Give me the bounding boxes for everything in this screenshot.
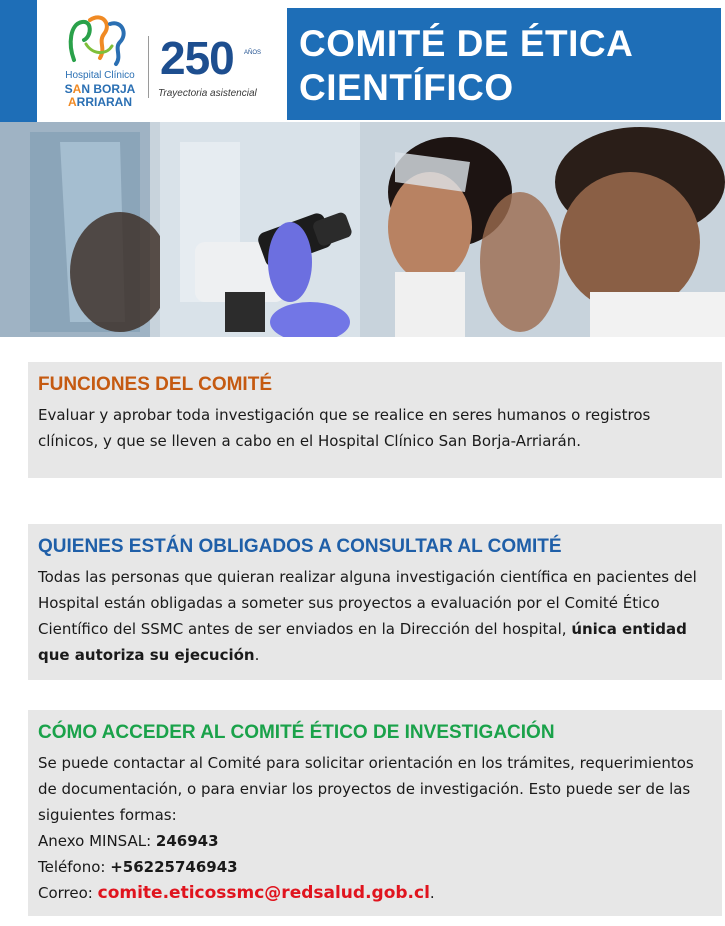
anexo-line: Anexo MINSAL: 246943 xyxy=(38,832,219,850)
lab-photo-illustration xyxy=(0,122,725,337)
email-link[interactable]: comite.eticossmc@redsalud.gob.cl xyxy=(97,883,430,903)
title-panel xyxy=(287,8,721,120)
anniversary-logo xyxy=(158,34,268,104)
header-accent-bar xyxy=(0,0,37,122)
anniversary-tagline: Trayectoria asistencial xyxy=(158,88,257,99)
obligados-heading: QUIENES ESTÁN OBLIGADOS A CONSULTAR AL COMITÉ xyxy=(38,536,562,557)
logo-divider xyxy=(148,36,149,98)
lab-photo xyxy=(0,122,725,337)
funciones-heading: FUNCIONES DEL COMITÉ xyxy=(38,374,272,395)
telefono-line: Teléfono: +56225746943 xyxy=(38,858,238,876)
obligados-body-bold: única entidad que autoriza su ejecución xyxy=(38,620,687,664)
acceder-description: Se puede contactar al Comité para solicitar orientación en los trámites, requerimientos de documentación, o para enviar los proyectos de investigación. Esto puede ser de las siguientes formas: xyxy=(38,754,694,824)
hospital-logo xyxy=(58,14,138,114)
anniversary-number: 250 xyxy=(160,32,234,84)
anniversary-anos: AÑOS xyxy=(244,50,262,56)
acceder-heading: CÓMO ACCEDER AL COMITÉ ÉTICO DE INVESTIGACIÓN xyxy=(38,722,555,743)
obligados-body: Todas las personas que quieran realizar alguna investigación científica en pacientes del Hospital están obligadas a someter sus proyectos a evaluación por el Comité Ético Científico del SSMC antes de ser enviados en la Dirección del hospital, única entidad que autoriza su ejecución. xyxy=(38,568,697,664)
section-obligados xyxy=(28,524,722,680)
correo-line: Correo: comite.eticossmc@redsalud.gob.cl. xyxy=(38,883,435,903)
section-acceder xyxy=(28,710,722,916)
funciones-body: Evaluar y aprobar toda investigación que se realice en seres humanos o registros clínicos, y que se lleven a cabo en el Hospital Clínico San Borja-Arriarán. xyxy=(38,406,651,450)
hospital-logo-name: SAN BORJA ARRIARAN xyxy=(64,82,136,109)
hospital-logo-small-text: Hospital Clínico xyxy=(65,70,135,81)
page-title: COMITÉ DE ÉTICA CIENTÍFICO xyxy=(299,23,634,108)
anexo-value: 246943 xyxy=(155,832,219,850)
header xyxy=(0,0,725,122)
section-funciones xyxy=(28,362,722,478)
telefono-value[interactable]: +56225746943 xyxy=(110,858,238,876)
hospital-logo-icon xyxy=(66,14,132,68)
acceder-body xyxy=(38,750,714,906)
